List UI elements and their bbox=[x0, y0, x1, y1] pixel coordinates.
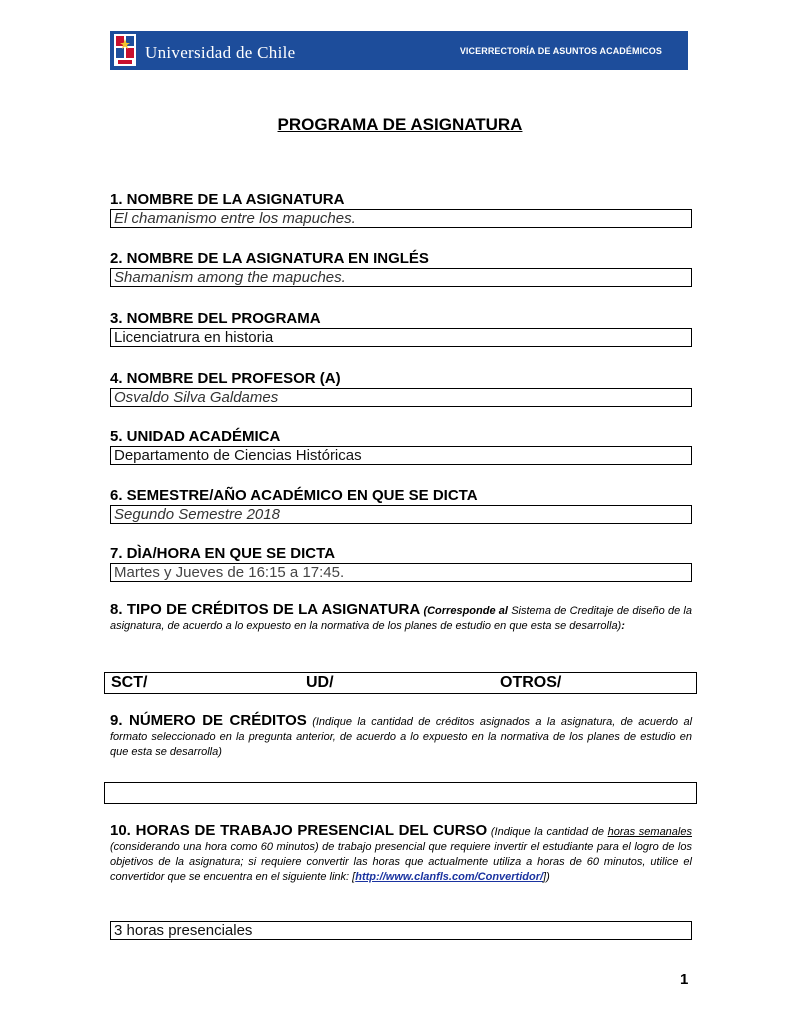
section-unidad-academica bbox=[110, 428, 692, 465]
section-heading: 1. NOMBRE DE LA ASIGNATURA bbox=[110, 191, 345, 208]
section-heading: 4. NOMBRE DEL PROFESOR (A) bbox=[110, 370, 341, 387]
section-dia-hora bbox=[110, 545, 692, 582]
section-numero-creditos-text bbox=[110, 713, 692, 760]
credit-otros-label: OTROS/ bbox=[500, 674, 562, 691]
section-heading: 8. TIPO DE CRÉDITOS DE LA ASIGNATURA bbox=[110, 601, 421, 618]
field-semestre[interactable]: Segundo Semestre 2018 bbox=[110, 505, 692, 524]
section-nombre-ingles bbox=[110, 250, 692, 287]
section-nombre-asignatura bbox=[110, 191, 692, 228]
section-horas-presenciales bbox=[110, 823, 692, 885]
section-nombre-programa bbox=[110, 310, 692, 347]
section-semestre bbox=[110, 487, 692, 524]
credit-sct-label: SCT/ bbox=[111, 674, 148, 691]
section-heading: 10. HORAS DE TRABAJO PRESENCIAL DEL CURSO bbox=[110, 822, 488, 839]
field-dia-hora[interactable]: Martes y Jueves de 16:15 a 17:45. bbox=[110, 563, 692, 582]
section-heading: 2. NOMBRE DE LA ASIGNATURA EN INGLÉS bbox=[110, 250, 429, 267]
field-horas-presenciales[interactable]: 3 horas presenciales bbox=[110, 921, 692, 940]
section-heading: 9. NÚMERO DE CRÉDITOS bbox=[110, 712, 307, 729]
note-end: : bbox=[621, 620, 625, 632]
section-numero-creditos bbox=[110, 713, 692, 760]
convertidor-link[interactable]: http://www.clanfls.com/Convertidor/ bbox=[355, 871, 544, 883]
note-underlined: horas semanales bbox=[607, 826, 692, 838]
section-heading: 3. NOMBRE DEL PROGRAMA bbox=[110, 310, 321, 327]
header-banner bbox=[110, 31, 688, 70]
note-text: (Indique la cantidad de créditos asignados a la asignatura, de acuerdo al formato seleccionado en la pregunta anterior, de acuerdo a lo expuesto en la normativa de los planes de estudio en que esta se desarrolla) bbox=[110, 716, 693, 758]
field-numero-creditos[interactable] bbox=[104, 782, 697, 804]
note-text-b: (considerando una hora como 60 minutos) de trabajo presencial que requiere invertir el estudiante para el logro de los objetivos de la asignatura; si requiere convertir las horas que actualmente utiliza a horas de 60 minutos, utilice el convertidor que se encuentra en el siguiente link: [ bbox=[110, 841, 692, 883]
field-unidad-academica[interactable]: Departamento de Ciencias Históricas bbox=[110, 446, 692, 465]
section-heading: 5. UNIDAD ACADÉMICA bbox=[110, 428, 281, 445]
page-number: 1 bbox=[680, 971, 689, 988]
field-nombre-ingles[interactable]: Shamanism among the mapuches. bbox=[110, 268, 692, 287]
section-horas-value bbox=[110, 921, 692, 940]
credit-ud-label: UD/ bbox=[306, 674, 334, 691]
section-horas-text bbox=[110, 823, 692, 885]
section-tipo-creditos bbox=[110, 602, 692, 634]
note-text-c: ]) bbox=[543, 871, 550, 883]
field-nombre-profesor[interactable]: Osvaldo Silva Galdames bbox=[110, 388, 692, 407]
section-nombre-profesor bbox=[110, 370, 692, 407]
section-tipo-creditos-text bbox=[110, 602, 692, 634]
field-nombre-asignatura[interactable]: El chamanismo entre los mapuches. bbox=[110, 209, 692, 228]
section-heading: 6. SEMESTRE/AÑO ACADÉMICO EN QUE SE DICTA bbox=[110, 487, 478, 504]
vicerrectoria-label: VICERRECTORÍA DE ASUNTOS ACADÉMICOS bbox=[459, 46, 662, 56]
field-nombre-programa[interactable]: Licenciatrura en historia bbox=[110, 328, 692, 347]
section-heading: 7. DÌA/HORA EN QUE SE DICTA bbox=[110, 545, 336, 562]
note-lead: (Corresponde al bbox=[423, 605, 508, 617]
university-crest-logo bbox=[114, 34, 136, 66]
document-title: PROGRAMA DE ASIGNATURA bbox=[277, 115, 523, 134]
credit-type-box[interactable] bbox=[104, 672, 697, 694]
university-name: Universidad de Chile bbox=[145, 43, 296, 62]
note-text-a: (Indique la cantidad de bbox=[490, 826, 608, 838]
note-text: Sistema de Creditaje de diseño de la asignatura, de acuerdo a lo expuesto en la normativa de los planes de estudio en que esta se desarrolla) bbox=[110, 605, 692, 632]
